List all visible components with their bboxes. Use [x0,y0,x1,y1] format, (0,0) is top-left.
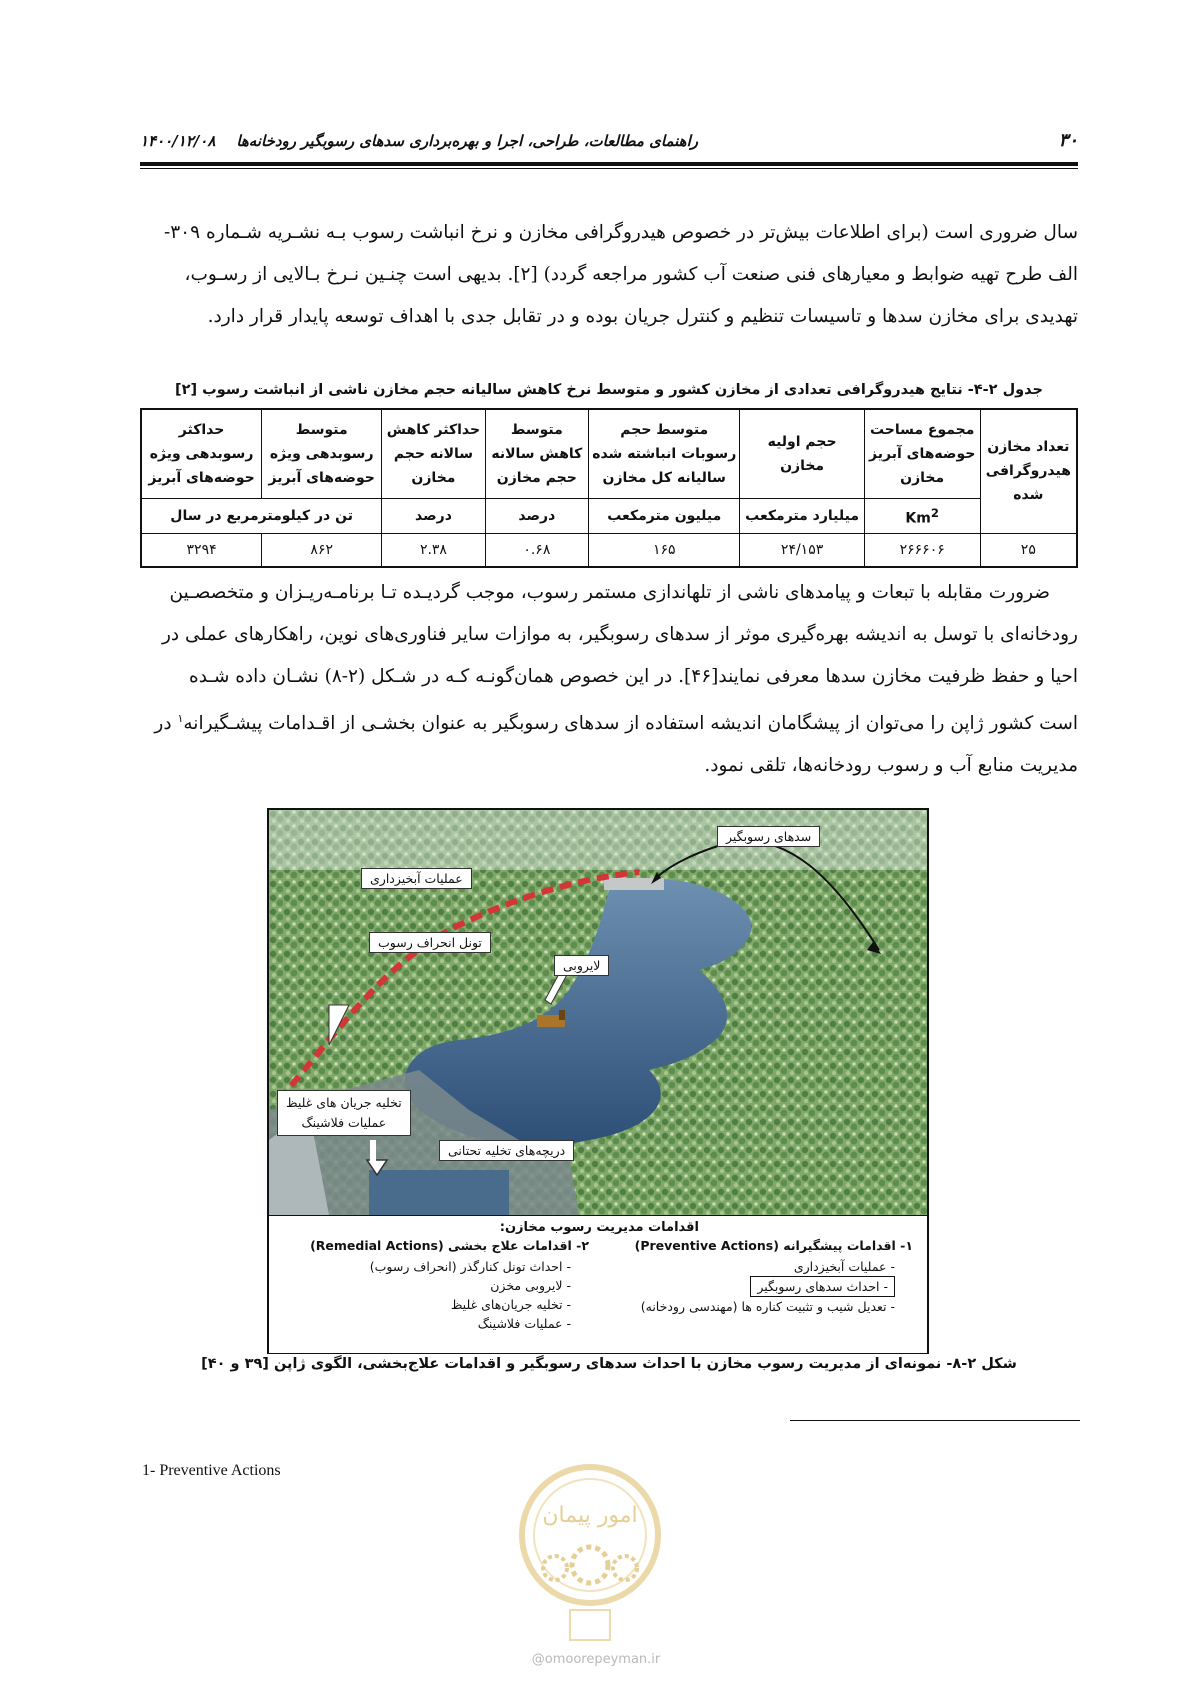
value-cell: ۲۴/۱۵۳ [740,533,864,567]
table-header-cell: متوسط حجم رسوبات انباشته شده سالیانه کل مخازن [589,409,740,499]
watermark-logo-text: امور پیمان [542,1503,638,1528]
header-date: ۱۴۰۰/۱۲/۰۸ [140,132,216,150]
hydrography-table [140,408,1078,568]
legend-item: - تخلیه جریان‌های غلیظ [450,1297,571,1312]
unit-cell: تن در کیلومترمربع در سال [141,499,382,534]
running-title: راهنمای مطالعات، طراحی، اجرا و بهره‌برداری سدهای رسوبگیر رودخانه‌ها [236,132,698,150]
header-rule-thick [140,162,1078,166]
value-cell: ۳۲۹۴ [141,533,262,567]
paragraph-line: احیا و حفظ ظرفیت مخازن سدها معرفی نمایند[۴۶]. در این خصوص همان‌گونـه کـه در شـکل (۲-۸) نشـان داده شـده [189,666,1078,687]
label-dense-flow: تخلیه جریان های غلیظ عملیات فلاشینگ [277,1090,411,1136]
legend-remedial [289,1238,589,1333]
watermark-text: @omoorepeyman.ir [531,1652,661,1667]
paragraph-1 [140,212,1078,338]
footnote: 1- Preventive Actions [142,1462,281,1479]
legend-preventive-title: ۱- اقدامات پیشگیرانه (Preventive Actions) [634,1238,913,1253]
table-header-cell: متوسط رسوبدهی ویژه حوضه‌های آبریز [262,409,382,499]
unit-cell: میلیارد مترمکعب [740,499,864,534]
paragraph-line: سال ضروری است (برای اطلاعات بیش‌تر در خصوص هیدروگرافی مخازن و نرخ انباشت رسوب بـه نشـریه شـماره ۳۰۹- [163,222,1078,243]
value-cell: ۲۶۶۶۰۶ [864,533,980,567]
table-caption: جدول ۲-۴- نتایج هیدروگرافی تعدادی از مخازن کشور و متوسط نرخ کاهش سالیانه حجم مخازن ناشی از انباشت رسوب [۲] [174,382,1043,398]
paragraph-line: تهدیدی برای مخازن سدها و تاسیسات تنظیم و کنترل جریان بوده و در تقابل جدی با اهداف توسعه پایدار قرار دارد. [207,306,1078,327]
legend-remedial-title: ۲- اقدامات علاج بخشی (Remedial Actions) [310,1238,589,1253]
label-dredging: لایروبی [554,955,609,976]
legend-item: - عملیات فلاشینگ [477,1316,571,1331]
paragraph-2 [140,572,1078,787]
label-bottom-outlets: دریچه‌های تخلیه تحتانی [439,1140,574,1161]
table-header-cell: مجموع مساحت حوضه‌های آبریز مخازن [864,409,980,499]
table-header-cell: حجم اولیه مخازن [740,409,864,499]
value-cell: ۰.۶۸ [485,533,588,567]
label-watershed: عملیات آبخیزداری [361,868,472,889]
table-units-row [141,499,1077,534]
label-bypass-tunnel: تونل انحراف رسوب [369,932,491,953]
unit-cell: درصد [485,499,588,534]
table-header-cell: حداکثر رسوبدهی ویژه حوضه‌های آبریز [141,409,262,499]
unit-cell: میلیون مترمکعب [589,499,740,534]
footnote-rule [790,1420,1080,1421]
paragraph-line: الف طرح تهیه ضوابط و معیارهای فنی صنعت آب کشور مراجعه گردد) [۲]. بدیهی است چنـین نـرخ بـالایی از رسـوب، [184,264,1078,285]
table-header-cell: حداکثر کاهش سالانه حجم مخازن [382,409,485,499]
figure-legend [269,1215,927,1353]
value-cell: ۸۶۲ [262,533,382,567]
legend-item: - تعدیل شیب و تثبیت کناره ها (مهندسی رودخانه) [640,1299,895,1314]
legend-title: اقدامات مدیریت رسوب مخازن: [499,1220,699,1235]
footnote-marker: ۱ [177,712,184,725]
value-cell: ۲۵ [980,533,1077,567]
table-header-cell: تعداد مخازن هیدروگرافی شده [980,409,1077,533]
legend-item: - احداث تونل کنارگذر (انحراف رسوب) [369,1259,571,1274]
paragraph-line: مدیریت منابع آب و رسوب رودخانه‌ها، تلقی نمود. [704,755,1078,777]
unit-cell-area: Km$^2$ [864,499,980,534]
value-cell: ۱۶۵ [589,533,740,567]
running-title-line [140,132,698,150]
legend-item: - احداث سدهای رسوبگیر [613,1276,913,1297]
page-number: ۳۰ [1058,130,1078,151]
unit-cell: درصد [382,499,485,534]
paragraph-line: رودخانه‌ای با توسل به اندیشه بهره‌گیری موثر از سدهای رسوبگیر، به موازات سایر فناوری‌های نوین، راهکارهای عملی در [161,624,1078,645]
page-header [140,122,1078,162]
legend-item: - عملیات آبخیزداری [793,1259,895,1274]
table-header-cell: متوسط کاهش سالانه حجم مخازن [485,409,588,499]
paragraph-line: است کشور ژاپن را می‌توان از پیشگامان اندیشه استفاده از سدهای رسوبگیر به عنوان بخشـی از اقـدامات پیشـگیرانه$^۱$ در [154,712,1078,735]
legend-item: - لایروبی مخزن [490,1278,571,1293]
watermark-logo [515,1450,665,1650]
downstream-channel [369,1170,509,1215]
table-header-row [141,409,1077,499]
label-sediment-dams: سدهای رسوبگیر [717,826,820,847]
figure-caption: شکل ۲-۸- نمونه‌ای از مدیریت رسوب مخازن با احداث سدهای رسوبگیر و اقدامات علاج‌بخشی، الگوی ژاپن [۳۹ و ۴۰] [201,1356,1017,1372]
paragraph-line: ضرورت مقابله با تبعات و پیامدهای ناشی از تلهاندازی مستمر رسوب، موجب گردیـده تـا برنامـه‌ریـزان و متخصصـین [169,582,1050,603]
table-values-row [141,533,1077,567]
figure-reservoir-management [267,808,929,1354]
header-rule-thin [140,168,1078,169]
legend-preventive [613,1238,913,1316]
value-cell: ۲.۳۸ [382,533,485,567]
